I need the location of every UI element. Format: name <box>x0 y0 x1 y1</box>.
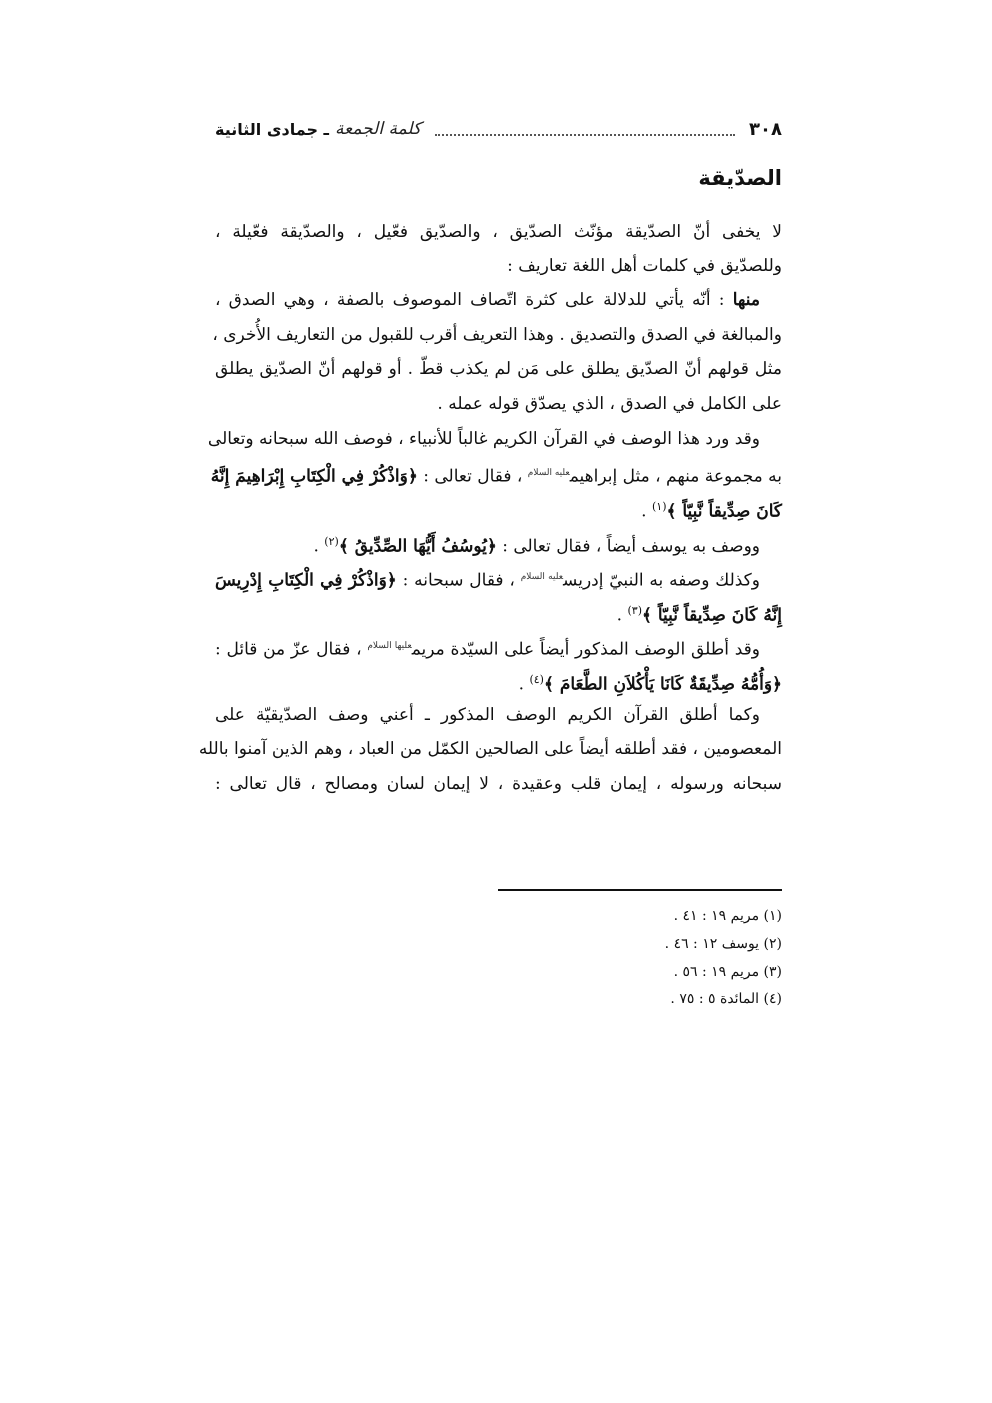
article-title: الصدّيقة <box>698 166 782 190</box>
issue-month: ـ جمادى الثانية <box>215 119 330 139</box>
text-line <box>198 734 782 764</box>
footnote-ref: (٣) <box>627 604 642 617</box>
text-line <box>215 217 782 247</box>
text-segment: ، فقال عزّ من قائل : <box>215 639 368 660</box>
text-segment: ، فقال سبحانه : <box>396 570 521 591</box>
text-segment: ووصف به يوسف أيضاً ، فقال تعالى : <box>496 536 760 557</box>
text-segment: ، فقال تعالى : <box>417 466 528 487</box>
text-segment: على الكامل في الصدق ، الذي يصدّق قوله عمله . <box>437 394 782 414</box>
text-segment: به مجموعة منهم ، مثل إبراهيم <box>569 466 782 487</box>
text-segment: . <box>313 536 325 557</box>
footnote: (٣) مريم ١٩ : ٥٦ . <box>673 964 782 980</box>
honorific-symbol: عليه السلام <box>520 572 564 582</box>
footnote-ref: (١) <box>651 500 667 513</box>
text-line <box>207 424 782 454</box>
text-line <box>215 285 782 315</box>
dotted-leader <box>435 122 735 136</box>
text-segment: مثل قولهم أنّ الصدّيق يطلق على مَن لم يكذب قطّ . أو قولهم أنّ الصدّيق يطلق <box>215 359 782 379</box>
text-segment: والمبالغة في الصدق والتصديق . وهذا التعريف أقرب للقبول من التعاريف الأُخرى ، <box>212 325 782 345</box>
text-segment: . <box>616 605 628 626</box>
footnote: (٢) يوسف ١٢ : ٤٦ . <box>664 936 782 952</box>
footnote-ref: (٤) <box>529 673 544 686</box>
text-line <box>215 389 782 419</box>
text-line <box>215 251 782 281</box>
text-segment: وكذلك وصفه به النبيّ إدريس <box>563 570 760 591</box>
text-segment: المعصومين ، فقد أطلقه أيضاً على الصالحين الكمّل من العباد ، وهم الذين آمنوا بالله <box>198 739 782 759</box>
text-line <box>215 562 782 592</box>
text-line <box>215 700 782 730</box>
page-number: ٣٠٨ <box>749 118 782 140</box>
honorific-symbol: عليها السلام <box>367 641 412 651</box>
text-line <box>215 596 782 626</box>
footnote-separator <box>498 889 782 891</box>
quran-verse: ﴿وَاذْكُرْ فِي الْكِتَابِ إِبْرَاهِيمَ إِنَّهُ <box>210 466 418 487</box>
text-line <box>215 492 782 522</box>
text-segment: وقد ورد هذا الوصف في القرآن الكريم غالباً للأنبياء ، فوصف الله سبحانه وتعالى <box>207 429 760 449</box>
text-line <box>215 354 782 384</box>
journal-logo: كلمة الجمعة <box>335 119 422 139</box>
quran-verse: ﴿يُوسُفُ أَيُّهَا الصِّدِّيقُ ﴾ <box>338 536 497 557</box>
quran-verse: ﴿وَاذْكُرْ فِي الْكِتَابِ إِدْرِيسَ <box>215 570 397 591</box>
text-line <box>210 458 782 488</box>
text-line <box>215 769 782 799</box>
text-segment: وكما أطلق القرآن الكريم الوصف المذكور ـ أعني وصف الصدّيقيّة على <box>215 705 760 725</box>
honorific-symbol: عليه السلام <box>527 468 570 478</box>
text-segment: سبحانه ورسوله ، إيمان قلب وعقيدة ، لا إيمان لسان ومصالح ، قال تعالى : <box>215 774 782 794</box>
footnote: (١) مريم ١٩ : ٤١ . <box>673 908 782 924</box>
text-segment: لا يخفى أنّ الصدّيقة مؤنّث الصدّيق ، والصدّيق فعّيل ، والصدّيقة فعّيلة ، <box>215 222 782 242</box>
footnote: (٤) المائدة ٥ : ٧٥ . <box>670 991 782 1007</box>
running-header <box>215 112 782 146</box>
text-segment: . <box>641 501 652 522</box>
text-segment: وللصدّيق في كلمات أهل اللغة تعاريف : <box>507 256 782 276</box>
text-line <box>215 665 782 695</box>
quran-verse: كَانَ صِدِّيقاً نَّبِيّاً ﴾ <box>666 501 782 522</box>
quran-verse: إِنَّهُ كَانَ صِدِّيقاً نَّبِيّاً ﴾ <box>641 605 782 626</box>
text-line <box>212 320 782 350</box>
footnote-ref: (٢) <box>324 535 339 548</box>
text-segment: . <box>518 674 530 695</box>
quran-verse: ﴿وَأُمُّهُ صِدِّيقَةٌ كَانَا يَأْكُلاَنِ الطَّعَامَ ﴾ <box>543 674 782 695</box>
text-line <box>215 631 782 661</box>
text-line <box>215 527 782 557</box>
text-segment: : أنّه يأتي للدلالة على كثرة اتّصاف الموصوف بالصفة ، وهي الصدق ، <box>215 290 733 310</box>
quran-verse: منها <box>732 290 760 310</box>
text-segment: وقد أطلق الوصف المذكور أيضاً على السيّدة مريم <box>411 639 760 660</box>
